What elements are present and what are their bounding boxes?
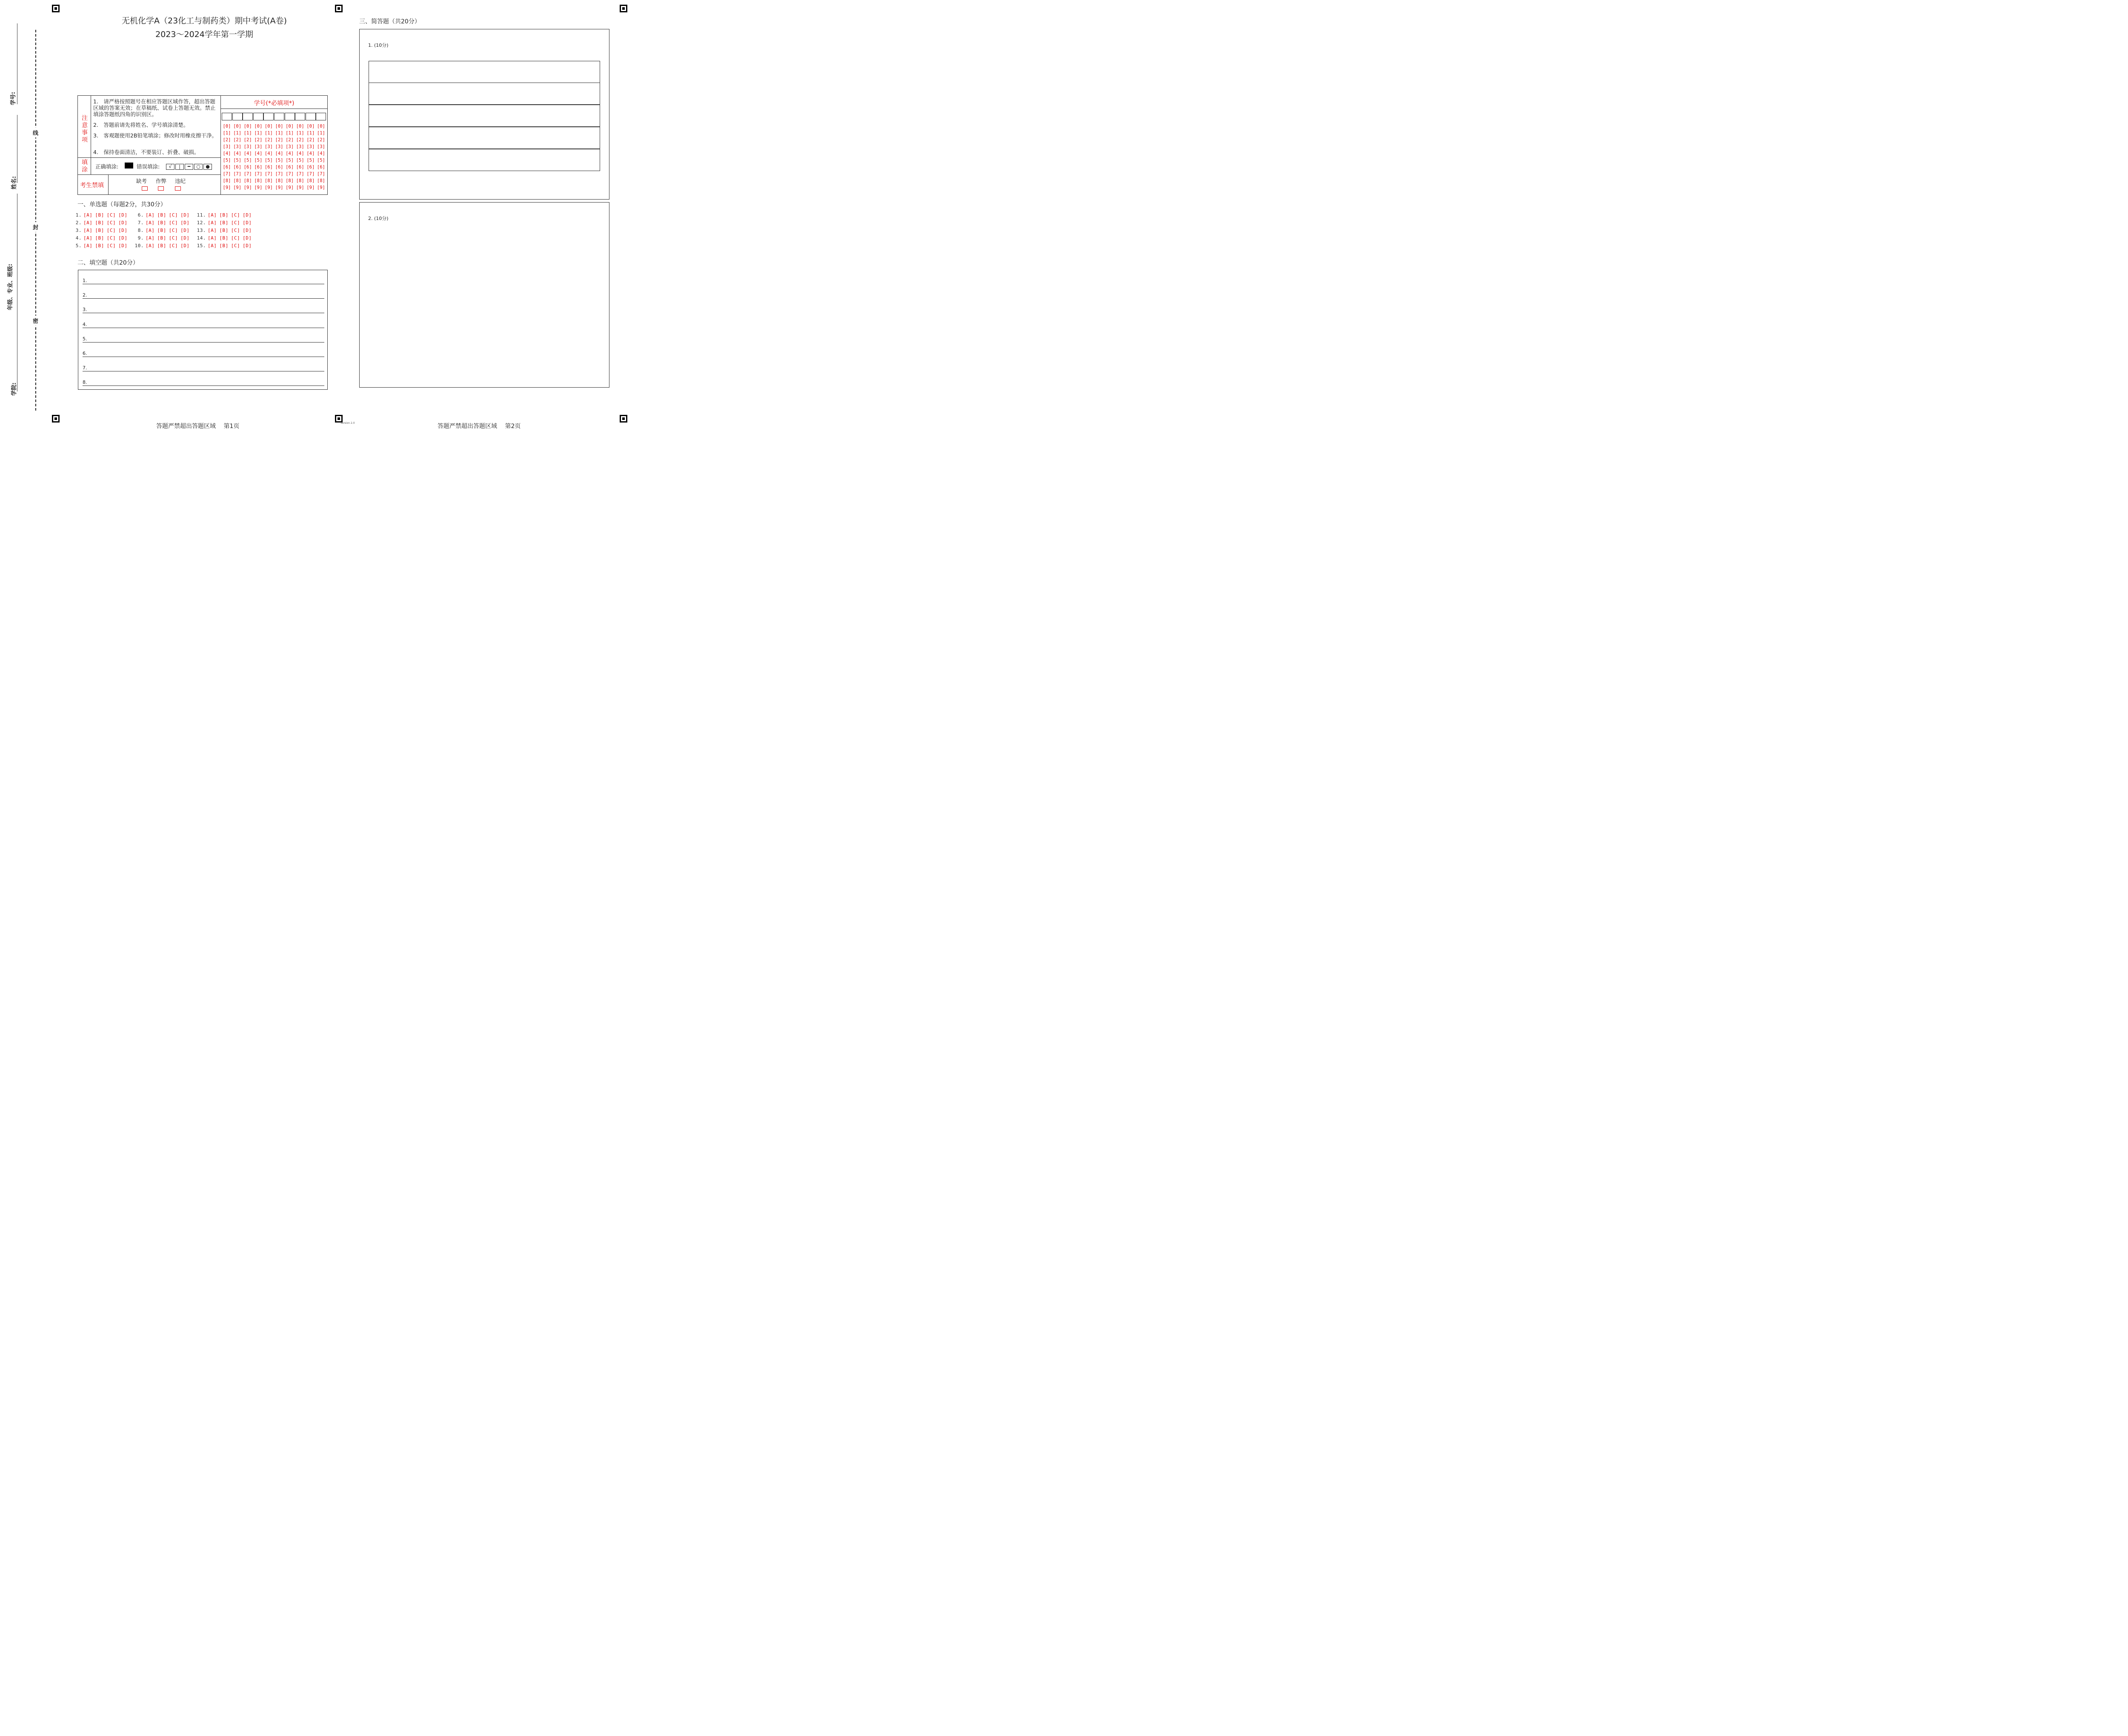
- student-id-bubble[interactable]: [5]: [223, 158, 231, 163]
- student-id-bubble[interactable]: [6]: [296, 165, 304, 170]
- correct-fill-sample: [125, 163, 133, 168]
- mc-option-bubble[interactable]: [D]: [180, 220, 190, 226]
- mc-option-bubble[interactable]: [C]: [106, 228, 116, 233]
- name-label: 姓名:: [11, 176, 18, 190]
- student-id-bubble[interactable]: [7]: [223, 171, 231, 177]
- student-id-bubble[interactable]: [8]: [243, 178, 252, 183]
- mc-option-bubble[interactable]: [C]: [106, 235, 116, 241]
- wrong-fill-check-icon: √: [166, 164, 174, 170]
- mc-option-bubble[interactable]: [C]: [106, 220, 116, 226]
- student-id-bubble[interactable]: [2]: [243, 137, 252, 143]
- mc-option-bubble[interactable]: [A]: [146, 243, 155, 248]
- student-id-bubble[interactable]: [4]: [254, 151, 263, 156]
- student-id-bubble[interactable]: [0]: [254, 124, 263, 129]
- student-id-bubble[interactable]: [4]: [317, 151, 325, 156]
- mc-option-bubble[interactable]: [D]: [180, 235, 190, 241]
- mc-option-bubble[interactable]: [B]: [219, 212, 229, 218]
- student-id-bubble[interactable]: [9]: [306, 185, 315, 190]
- mc-question-number: 5.: [75, 243, 82, 248]
- student-id-cell[interactable]: [295, 113, 305, 120]
- mc-option-bubble[interactable]: [D]: [243, 228, 252, 233]
- student-id-bubble[interactable]: [8]: [264, 178, 273, 183]
- student-id-bubble[interactable]: [4]: [243, 151, 252, 156]
- student-id-bubble[interactable]: [7]: [264, 171, 273, 177]
- student-id-bubble[interactable]: [3]: [233, 144, 242, 149]
- student-id-bubble[interactable]: [0]: [275, 124, 283, 129]
- mc-question-row: [72, 220, 130, 226]
- student-id-bubble[interactable]: [2]: [306, 137, 315, 143]
- student-id-bubble[interactable]: [0]: [233, 124, 242, 129]
- student-id-bubble[interactable]: [1]: [296, 131, 304, 136]
- mc-question-row: [72, 228, 130, 233]
- mc-question-row: [197, 243, 255, 248]
- mc-option-bubble[interactable]: [A]: [146, 220, 155, 226]
- mc-option-bubble[interactable]: [C]: [169, 220, 178, 226]
- wrong-fill-circle-icon: ○: [194, 164, 203, 170]
- mc-option-bubble[interactable]: [A]: [83, 235, 93, 241]
- mc-option-bubble[interactable]: [C]: [106, 212, 116, 218]
- mc-question-row: [72, 235, 130, 241]
- mc-option-bubble[interactable]: [C]: [169, 243, 178, 248]
- divider: [108, 174, 109, 195]
- notice-item-4: 4. 保持卷面清洁，不要装订、折叠、破损。: [93, 149, 200, 155]
- fill-in-line[interactable]: 8.: [83, 380, 324, 386]
- mc-option-bubble[interactable]: [D]: [243, 212, 252, 218]
- mc-option-bubble[interactable]: [D]: [118, 212, 128, 218]
- student-id-bubble[interactable]: [5]: [275, 158, 283, 163]
- student-id-bubble[interactable]: [2]: [275, 137, 283, 143]
- mc-question-number: 4.: [75, 235, 82, 241]
- mc-option-bubble[interactable]: [D]: [243, 243, 252, 248]
- notice-item-2: 2. 答题前请先将姓名、学号填涂清楚。: [93, 122, 189, 128]
- question2-label: 2. (10分): [368, 216, 389, 221]
- mc-question-number: 2.: [75, 220, 82, 226]
- notice-item-1: 1. 请严格按照题号在相应答题区域作答，超出答题区域的答案无效；在草稿纸、试卷上答题无效。禁止填涂答题纸四角的识别区。: [93, 98, 216, 117]
- student-id-bubble[interactable]: [9]: [296, 185, 304, 190]
- student-id-bubble[interactable]: [1]: [233, 131, 242, 136]
- cheat-checkbox[interactable]: [158, 186, 164, 191]
- student-id-bubble[interactable]: [3]: [223, 144, 231, 149]
- student-id-bubble[interactable]: [4]: [264, 151, 273, 156]
- mc-question-number: 1.: [75, 212, 82, 218]
- student-id-bubble[interactable]: [6]: [317, 165, 325, 170]
- student-id-bubble[interactable]: [4]: [223, 151, 231, 156]
- footer-page1: 答题严禁超出答题区域 第1页: [156, 423, 240, 430]
- mc-question-number: 13.: [197, 228, 206, 233]
- mc-question-row: [134, 220, 192, 226]
- cheat-label: 作弊: [156, 178, 167, 184]
- student-id-bubble[interactable]: [9]: [223, 185, 231, 190]
- student-id-bubble[interactable]: [0]: [296, 124, 304, 129]
- mc-option-bubble[interactable]: [B]: [219, 220, 229, 226]
- student-id-bubble[interactable]: [5]: [243, 158, 252, 163]
- mc-question-number: 15.: [197, 243, 206, 248]
- divider: [77, 174, 220, 175]
- student-id-bubble[interactable]: [3]: [264, 144, 273, 149]
- mc-question-number: 6.: [137, 212, 144, 218]
- student-id-bubble[interactable]: [0]: [286, 124, 294, 129]
- mc-option-bubble[interactable]: [A]: [83, 220, 93, 226]
- mc-question-row: [197, 228, 255, 233]
- mc-question-row: [197, 220, 255, 226]
- student-id-bubble[interactable]: [8]: [233, 178, 242, 183]
- student-id-cell[interactable]: [253, 113, 263, 120]
- mc-option-bubble[interactable]: [D]: [243, 220, 252, 226]
- student-id-bubble[interactable]: [8]: [317, 178, 325, 183]
- student-id-bubble[interactable]: [0]: [317, 124, 325, 129]
- mc-option-bubble[interactable]: [B]: [157, 235, 166, 241]
- student-id-bubble[interactable]: [1]: [264, 131, 273, 136]
- mc-question-number: 11.: [197, 212, 206, 218]
- mc-option-bubble[interactable]: [B]: [157, 228, 166, 233]
- mc-option-bubble[interactable]: [A]: [83, 212, 93, 218]
- student-id-bubble[interactable]: [5]: [264, 158, 273, 163]
- version-label: Version 2.0: [340, 422, 355, 425]
- mc-question-row: [134, 212, 192, 218]
- student-id-bubble[interactable]: [9]: [233, 185, 242, 190]
- wrong-fill-dot-icon: ●: [203, 164, 212, 170]
- mc-question-row: [134, 235, 192, 241]
- student-id-bubble[interactable]: [6]: [275, 165, 283, 170]
- mc-question-row: [197, 235, 255, 241]
- student-id-bubble[interactable]: [6]: [254, 165, 263, 170]
- mc-option-bubble[interactable]: [D]: [118, 228, 128, 233]
- absent-checkbox[interactable]: [142, 186, 148, 191]
- mc-option-bubble[interactable]: [A]: [208, 235, 217, 241]
- student-id-digit-column: [253, 123, 263, 191]
- student-id-cell[interactable]: [306, 113, 316, 120]
- student-id-bubble[interactable]: [5]: [317, 158, 325, 163]
- mc-option-bubble[interactable]: [D]: [180, 243, 190, 248]
- student-id-bubble[interactable]: [7]: [233, 171, 242, 177]
- wrong-fill-bar-icon: |: [175, 164, 184, 170]
- student-id-bubble[interactable]: [1]: [223, 131, 231, 136]
- student-id-heading: 学号(*必填项*): [254, 100, 295, 107]
- mc-option-bubble[interactable]: [B]: [219, 235, 229, 241]
- student-id-bubble[interactable]: [2]: [264, 137, 273, 143]
- college-label: 学院:: [11, 382, 18, 396]
- student-id-cell[interactable]: [274, 113, 284, 120]
- student-id-cell[interactable]: [263, 113, 274, 120]
- mc-question-row: [134, 243, 192, 248]
- student-id-bubble[interactable]: [7]: [275, 171, 283, 177]
- divider: [77, 157, 220, 158]
- mc-option-bubble[interactable]: [B]: [157, 220, 166, 226]
- violation-label: 违纪: [175, 178, 186, 184]
- seal-line-mark: 线: [33, 128, 38, 137]
- student-id-bubble[interactable]: [5]: [296, 158, 304, 163]
- student-id-bubble[interactable]: [7]: [243, 171, 252, 177]
- student-id-bubble[interactable]: [4]: [306, 151, 315, 156]
- seal-secret-mark: 密: [33, 316, 38, 326]
- student-id-bubble[interactable]: [1]: [275, 131, 283, 136]
- section1-title: 一、单选题（每题2分，共30分）: [77, 201, 166, 208]
- student-id-bubble[interactable]: [3]: [275, 144, 283, 149]
- footer-page2: 答题严禁超出答题区域 第2页: [438, 423, 521, 430]
- registration-mark: [620, 5, 627, 12]
- student-id-digit-column: [316, 123, 326, 191]
- mc-option-bubble[interactable]: [A]: [146, 212, 155, 218]
- mc-option-bubble[interactable]: [B]: [157, 212, 166, 218]
- mc-option-bubble[interactable]: [A]: [208, 243, 217, 248]
- student-id-digit-column: [274, 123, 284, 191]
- mc-option-bubble[interactable]: [A]: [83, 243, 93, 248]
- student-id-cell[interactable]: [222, 113, 232, 120]
- student-id-bubble[interactable]: [3]: [243, 144, 252, 149]
- mc-option-bubble[interactable]: [D]: [180, 228, 190, 233]
- mc-option-bubble[interactable]: [C]: [231, 220, 240, 226]
- student-id-bubble[interactable]: [8]: [254, 178, 263, 183]
- mc-option-bubble[interactable]: [B]: [95, 228, 104, 233]
- mc-option-bubble[interactable]: [B]: [157, 243, 166, 248]
- student-id-bubble[interactable]: [0]: [243, 124, 252, 129]
- binding-dashed-line: [35, 30, 36, 411]
- mc-question-row: [72, 212, 130, 218]
- student-id-bubble[interactable]: [4]: [233, 151, 242, 156]
- student-id-bubble[interactable]: [8]: [275, 178, 283, 183]
- student-id-bubble[interactable]: [0]: [306, 124, 315, 129]
- student-id-bubble[interactable]: [3]: [306, 144, 315, 149]
- exam-title: 无机化学A（23化工与制药类）期中考试(A卷): [122, 16, 287, 26]
- section3-title: 三、简答题（共20分）: [359, 18, 420, 25]
- student-id-bubble[interactable]: [7]: [254, 171, 263, 177]
- exam-term: 2023～2024学年第一学期: [155, 30, 253, 39]
- mc-option-bubble[interactable]: [C]: [169, 235, 178, 241]
- student-id-bubble[interactable]: [6]: [223, 165, 231, 170]
- student-id-bubble[interactable]: [2]: [223, 137, 231, 143]
- answer-line[interactable]: [369, 105, 600, 127]
- mc-question-row: [134, 228, 192, 233]
- student-id-bubble[interactable]: [1]: [254, 131, 263, 136]
- student-id-bubble[interactable]: [7]: [286, 171, 294, 177]
- mc-option-bubble[interactable]: [B]: [95, 220, 104, 226]
- violation-checkbox[interactable]: [175, 186, 181, 191]
- student-id-bubble[interactable]: [6]: [286, 165, 294, 170]
- mc-option-bubble[interactable]: [D]: [243, 235, 252, 241]
- student-id-bubble[interactable]: [3]: [296, 144, 304, 149]
- student-id-digit-column: [263, 123, 274, 191]
- mc-option-bubble[interactable]: [C]: [231, 212, 240, 218]
- notice-heading: 注意事项: [82, 115, 88, 143]
- student-id-bubble[interactable]: [3]: [317, 144, 325, 149]
- student-id-bubble[interactable]: [3]: [254, 144, 263, 149]
- fill-in-panel: [78, 270, 328, 390]
- student-id-bubble[interactable]: [7]: [317, 171, 325, 177]
- wrong-fill-samples: [166, 162, 213, 170]
- correct-fill-label: 正确填涂:: [95, 163, 119, 170]
- forbidden-heading: 考生禁填: [80, 182, 104, 189]
- answer-line[interactable]: [369, 61, 600, 83]
- student-id-cell[interactable]: [232, 113, 243, 120]
- mc-option-bubble[interactable]: [C]: [231, 235, 240, 241]
- mc-option-bubble[interactable]: [A]: [146, 235, 155, 241]
- mc-option-bubble[interactable]: [C]: [106, 243, 116, 248]
- student-id-bubble[interactable]: [9]: [275, 185, 283, 190]
- student-id-bubble[interactable]: [6]: [243, 165, 252, 170]
- mc-option-bubble[interactable]: [A]: [146, 228, 155, 233]
- mc-option-bubble[interactable]: [C]: [169, 212, 178, 218]
- registration-mark: [335, 5, 343, 12]
- answer-line[interactable]: [369, 83, 600, 105]
- wrong-fill-label: 错误填涂:: [137, 163, 160, 170]
- student-id-bubble[interactable]: [6]: [306, 165, 315, 170]
- student-id-bubble[interactable]: [2]: [286, 137, 294, 143]
- fill-heading: 填涂: [82, 159, 88, 173]
- student-id-bubble[interactable]: [4]: [296, 151, 304, 156]
- student-id-bubble[interactable]: [5]: [286, 158, 294, 163]
- student-id-bubble[interactable]: [9]: [286, 185, 294, 190]
- registration-mark: [620, 415, 627, 423]
- mc-option-bubble[interactable]: [B]: [95, 235, 104, 241]
- student-id-cell[interactable]: [316, 113, 326, 120]
- student-id-digit-column: [243, 123, 253, 191]
- mc-question-number: 7.: [137, 220, 144, 226]
- student-id-digit-column: [295, 123, 305, 191]
- mc-question-number: 12.: [197, 220, 206, 226]
- student-id-bubble[interactable]: [9]: [243, 185, 252, 190]
- divider: [220, 95, 221, 195]
- student-id-bubble[interactable]: [7]: [296, 171, 304, 177]
- student-id-cell[interactable]: [243, 113, 253, 120]
- registration-mark: [52, 5, 60, 12]
- student-id-digit-column: [306, 123, 316, 191]
- student-id-digit-column: [285, 123, 295, 191]
- fill-in-line[interactable]: 5.: [83, 336, 324, 343]
- student-id-bubble[interactable]: [1]: [306, 131, 315, 136]
- student-id-bubble[interactable]: [4]: [286, 151, 294, 156]
- seal-seal-mark: 封: [33, 222, 38, 232]
- registration-mark: [52, 415, 60, 423]
- student-id-label: 学号:: [10, 91, 17, 106]
- mc-option-bubble[interactable]: [D]: [118, 235, 128, 241]
- student-id-bubble[interactable]: [4]: [275, 151, 283, 156]
- student-id-bubble[interactable]: [8]: [223, 178, 231, 183]
- answer-line[interactable]: [369, 149, 600, 171]
- grade-label: 年级、专业、班级:: [7, 263, 14, 311]
- student-id-bubble[interactable]: [2]: [317, 137, 325, 143]
- mc-option-bubble[interactable]: [C]: [231, 228, 240, 233]
- student-id-bubble[interactable]: [9]: [264, 185, 273, 190]
- fill-in-line[interactable]: 7.: [83, 365, 324, 371]
- notice-item-3: 3. 客观题使用2B铅笔填涂；修改时用橡皮擦干净。: [93, 132, 217, 139]
- mc-option-bubble[interactable]: [B]: [219, 228, 229, 233]
- student-id-cell[interactable]: [285, 113, 295, 120]
- student-id-bubble[interactable]: [8]: [306, 178, 315, 183]
- student-id-bubble[interactable]: [8]: [296, 178, 304, 183]
- fill-in-line[interactable]: 6.: [83, 351, 324, 357]
- student-id-bubble[interactable]: [1]: [317, 131, 325, 136]
- mc-option-bubble[interactable]: [C]: [169, 228, 178, 233]
- student-id-bubble[interactable]: [2]: [296, 137, 304, 143]
- mc-option-bubble[interactable]: [A]: [208, 220, 217, 226]
- student-id-bubble[interactable]: [8]: [286, 178, 294, 183]
- fill-in-line[interactable]: 1.: [83, 278, 324, 284]
- student-id-digit-column: [222, 123, 232, 191]
- student-id-bubble[interactable]: [1]: [286, 131, 294, 136]
- mc-option-bubble[interactable]: [B]: [95, 243, 104, 248]
- mc-option-bubble[interactable]: [D]: [118, 243, 128, 248]
- student-id-bubble[interactable]: [5]: [254, 158, 263, 163]
- student-id-bubble[interactable]: [6]: [233, 165, 242, 170]
- mc-option-bubble[interactable]: [D]: [118, 220, 128, 226]
- fill-in-line[interactable]: 3.: [83, 307, 324, 313]
- mc-option-bubble[interactable]: [D]: [180, 212, 190, 218]
- student-id-digit-column: [232, 123, 243, 191]
- answer-panel-2[interactable]: [359, 202, 609, 388]
- student-id-bubble[interactable]: [3]: [286, 144, 294, 149]
- absent-label: 缺考: [136, 178, 147, 184]
- student-id-bubble[interactable]: [5]: [306, 158, 315, 163]
- wrong-fill-dash-icon: ━: [185, 164, 193, 170]
- answer-line[interactable]: [369, 127, 600, 149]
- fill-in-line[interactable]: 2.: [83, 292, 324, 299]
- divider: [221, 108, 327, 109]
- student-id-bubble[interactable]: [9]: [317, 185, 325, 190]
- student-id-bubble[interactable]: [2]: [233, 137, 242, 143]
- student-id-bubble[interactable]: [9]: [254, 185, 263, 190]
- mc-option-bubble[interactable]: [B]: [219, 243, 229, 248]
- student-id-bubble[interactable]: [0]: [223, 124, 231, 129]
- mc-question-row: [72, 243, 130, 248]
- mc-question-number: 8.: [137, 228, 144, 233]
- question1-label: 1. (10分): [368, 43, 389, 48]
- section2-title: 二、填空题（共20分）: [77, 260, 139, 266]
- mc-option-bubble[interactable]: [A]: [83, 228, 93, 233]
- mc-option-bubble[interactable]: [A]: [208, 228, 217, 233]
- mc-question-number: 9.: [137, 235, 144, 241]
- student-id-bubble[interactable]: [7]: [306, 171, 315, 177]
- mc-question-number: 3.: [75, 228, 82, 233]
- mc-option-bubble[interactable]: [B]: [95, 212, 104, 218]
- student-id-bubble[interactable]: [0]: [264, 124, 273, 129]
- mc-option-bubble[interactable]: [A]: [208, 212, 217, 218]
- student-id-bubble[interactable]: [2]: [254, 137, 263, 143]
- student-id-bubble[interactable]: [6]: [264, 165, 273, 170]
- mc-question-number: 14.: [197, 235, 206, 241]
- mc-question-number: 10.: [134, 243, 144, 248]
- student-id-bubble[interactable]: [1]: [243, 131, 252, 136]
- student-id-bubble[interactable]: [5]: [233, 158, 242, 163]
- fill-in-line[interactable]: 4.: [83, 322, 324, 328]
- mc-option-bubble[interactable]: [C]: [231, 243, 240, 248]
- mc-question-row: [197, 212, 255, 218]
